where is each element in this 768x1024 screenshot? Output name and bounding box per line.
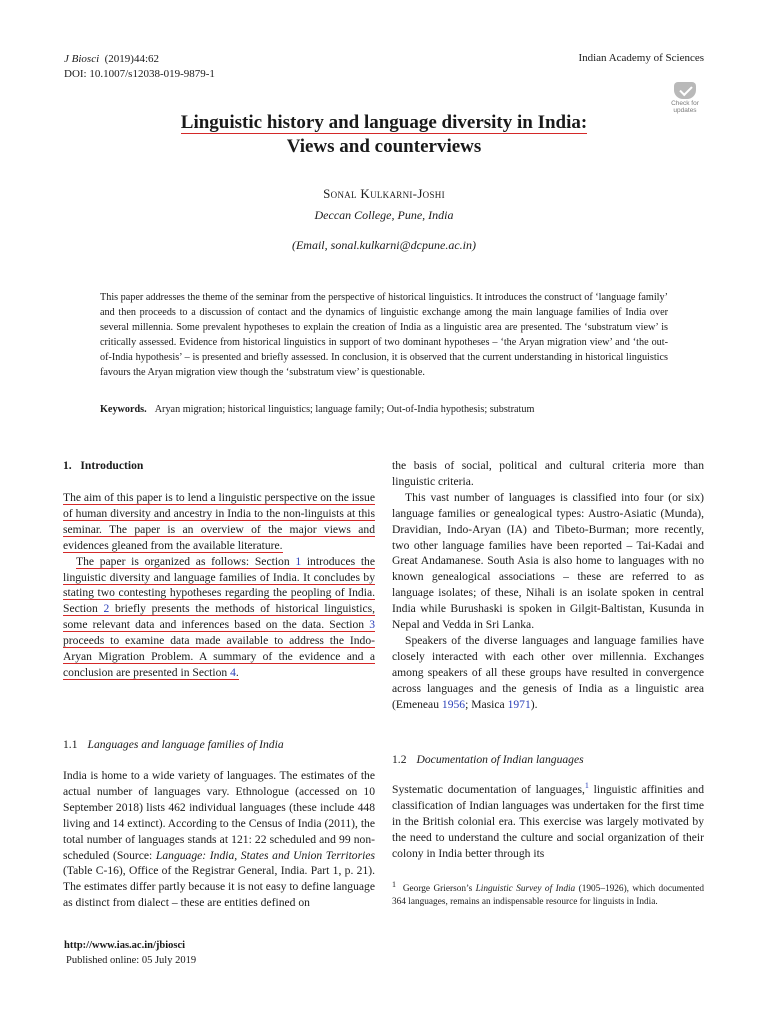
subsection-1-1-paragraph bbox=[63, 768, 375, 911]
subsection-heading-1-1 bbox=[63, 738, 284, 751]
footnote-text-a: George Grierson’s bbox=[402, 884, 476, 894]
title-line-1-text: Linguistic history and language diversity in India: bbox=[180, 112, 588, 133]
right-paragraph-2: This vast number of languages is classified into four (or six) language families or genealogical types: Austro-Asiatic (Munda), Dravidian, Indo-Aryan (IA) and Tibeto-Burman; more recently, two other language families have been reported – Tai-Kadai and Great Andamanese. South Asia is also home to languages with no known genealogical associations – these are referred to as language isolates; of these, Nihali is an isolate spoken in central India while Burushaski is spoken in Gilgit-Baltistan, Kusunda in Nepal and Vedda in Sri Lanka. bbox=[392, 490, 704, 632]
keywords bbox=[100, 404, 668, 415]
footnote-italic-title: Linguistic Survey of India bbox=[475, 884, 576, 894]
emeneau-1956-link[interactable]: 1956 bbox=[441, 697, 466, 711]
paper-title-line-1 bbox=[64, 111, 704, 135]
subsection-heading-1-2 bbox=[392, 753, 584, 766]
right-paragraph-3 bbox=[392, 633, 704, 713]
journal-citation bbox=[64, 52, 215, 82]
rp3-text-b: ; Masica bbox=[465, 697, 508, 711]
section-2-link[interactable]: 2 bbox=[103, 602, 110, 616]
publisher-name: Indian Academy of Sciences bbox=[578, 52, 704, 64]
subsection-1-2-title: Documentation of Indian languages bbox=[416, 753, 584, 766]
intro-p2-text-a: The paper is organized as follows: Section bbox=[76, 554, 296, 568]
s12-text-b: linguistic affinities and classification of Indian languages was undertaken for the first time in the British colonial era. This exercise was largely motivated by the need to understand the culture and social organization of their colony in India better through its bbox=[392, 783, 704, 860]
author-email: (Email, sonal.kulkarni@dcpune.ac.in) bbox=[291, 238, 476, 252]
section-1-link[interactable]: 1 bbox=[295, 554, 302, 568]
author-name: Sonal Kulkarni-Joshi bbox=[323, 186, 445, 201]
intro-p2-text-b: introduces the linguistic diversity and language families of India. It concludes by stating two contesting hypotheses regarding the peopling of India. Section bbox=[63, 554, 375, 616]
subsection-1-1-number: 1.1 bbox=[63, 738, 78, 751]
introduction-body bbox=[63, 490, 375, 681]
intro-p2-text-c: briefly presents the methods of historical linguistics, some relevant data and inferences based on the data. Section bbox=[63, 602, 375, 632]
author-affiliation: Deccan College, Pune, India bbox=[314, 208, 454, 222]
footnote-1 bbox=[392, 879, 704, 909]
badge-line-1: Check for bbox=[671, 100, 699, 107]
badge-line-2: updates bbox=[673, 107, 697, 114]
intro-p2-text-d: proceeds to examine data made available to address the Indo-Aryan Migration Problem. A summary of the evidence and a conclusion are presented in Section bbox=[63, 634, 375, 679]
published-date: Published online: 05 July 2019 bbox=[66, 955, 197, 966]
subsection-1-1-title: Languages and language families of India bbox=[87, 738, 284, 751]
rp3-text-c: ). bbox=[530, 697, 538, 711]
subsection-1-2-number: 1.2 bbox=[392, 753, 407, 766]
footnote-text-b: (1905–1926), which documented 364 languages, remains an indispensable resource for linguists in India. bbox=[392, 884, 704, 907]
keywords-text: Aryan migration; historical linguistics; language family; Out-of-India hypothesis; substratum bbox=[154, 404, 535, 415]
intro-paragraph-1 bbox=[63, 490, 375, 554]
section-3-link[interactable]: 3 bbox=[369, 618, 375, 632]
s11-text-b: (Table C-16), Office of the Registrar General, India. Part 1, p. 21). The estimates differ partly because it is not easy to define language as distinct from dialect – these are entities defined on bbox=[63, 864, 375, 910]
intro-p1-text: The aim of this paper is to lend a linguistic perspective on the issue of human diversity and ancestry in India to the non-linguists at this seminar. The paper is an overview of the major views and evidences gleaned from the available literature. bbox=[63, 491, 375, 552]
intro-p2-text-e: . bbox=[235, 665, 239, 679]
journal-name: J Biosci bbox=[64, 53, 100, 65]
keywords-label: Keywords. bbox=[100, 404, 147, 415]
s12-text-a: Systematic documentation of languages, bbox=[392, 783, 585, 796]
abstract: This paper addresses the theme of the seminar from the perspective of historical linguistics. It introduces the construct of ‘language family’ and then proceeds to a discussion of contact and the dynamics of linguistic exchange among the main language families of India over several millennia. Some prevalent hypotheses to explain the creation of India as a linguistic area are presented. The ‘substratum view’ is critically assessed. Evidence from historical linguistics in support of two dominant hypotheses – ‘the Aryan migration view’ and ‘the out-of-India hypothesis’ – is presented and briefly assessed. In conclusion, it is observed that the current understanding in historical linguistics favours the Aryan migration view though the ‘substratum view’ is questionable. bbox=[100, 292, 668, 378]
subsection-1-2-paragraph bbox=[392, 782, 704, 862]
section-heading-introduction: 1. Introduction bbox=[63, 459, 144, 472]
section-4-link[interactable]: 4 bbox=[230, 665, 236, 679]
s11-text-a: India is home to a wide variety of languages. The estimates of the actual number of languages vary. Ethnologue (accessed on 10 September 2018) lists 462 individual languages (these include 448 living and 14 extinct). According to the Census of India (2011), the total number of languages stands at 121: 22 scheduled and 99 non-scheduled (Source: bbox=[63, 769, 375, 862]
journal-volume: (2019)44:62 bbox=[104, 53, 160, 65]
subsection-1-2-body bbox=[392, 782, 704, 862]
right-paragraph-1: the basis of social, political and cultural criteria more than linguistic criteria. bbox=[392, 459, 704, 488]
check-updates-icon bbox=[674, 82, 696, 99]
right-column-body bbox=[392, 458, 704, 713]
paper-title-line-2: Views and counterviews bbox=[286, 136, 482, 157]
subsection-1-1-body bbox=[63, 768, 375, 911]
journal-url-link[interactable]: http://www.ias.ac.in/jbiosci bbox=[64, 940, 186, 951]
intro-paragraph-2 bbox=[63, 554, 375, 681]
footnote-mark: 1 bbox=[392, 879, 396, 889]
rp3-text-a: Speakers of the diverse languages and language families have closely interacted with each other over millennia. Exchanges among speakers of all these groups have resulted in convergence across languages and the genesis of India as a linguistic area (Emeneau bbox=[392, 633, 704, 711]
footnote-1-link[interactable]: 1 bbox=[584, 781, 589, 791]
masica-1971-link[interactable]: 1971 bbox=[507, 697, 531, 711]
s11-italic-source: Language: India, States and Union Territories bbox=[155, 848, 375, 862]
doi: DOI: 10.1007/s12038-019-9879-1 bbox=[64, 68, 215, 80]
